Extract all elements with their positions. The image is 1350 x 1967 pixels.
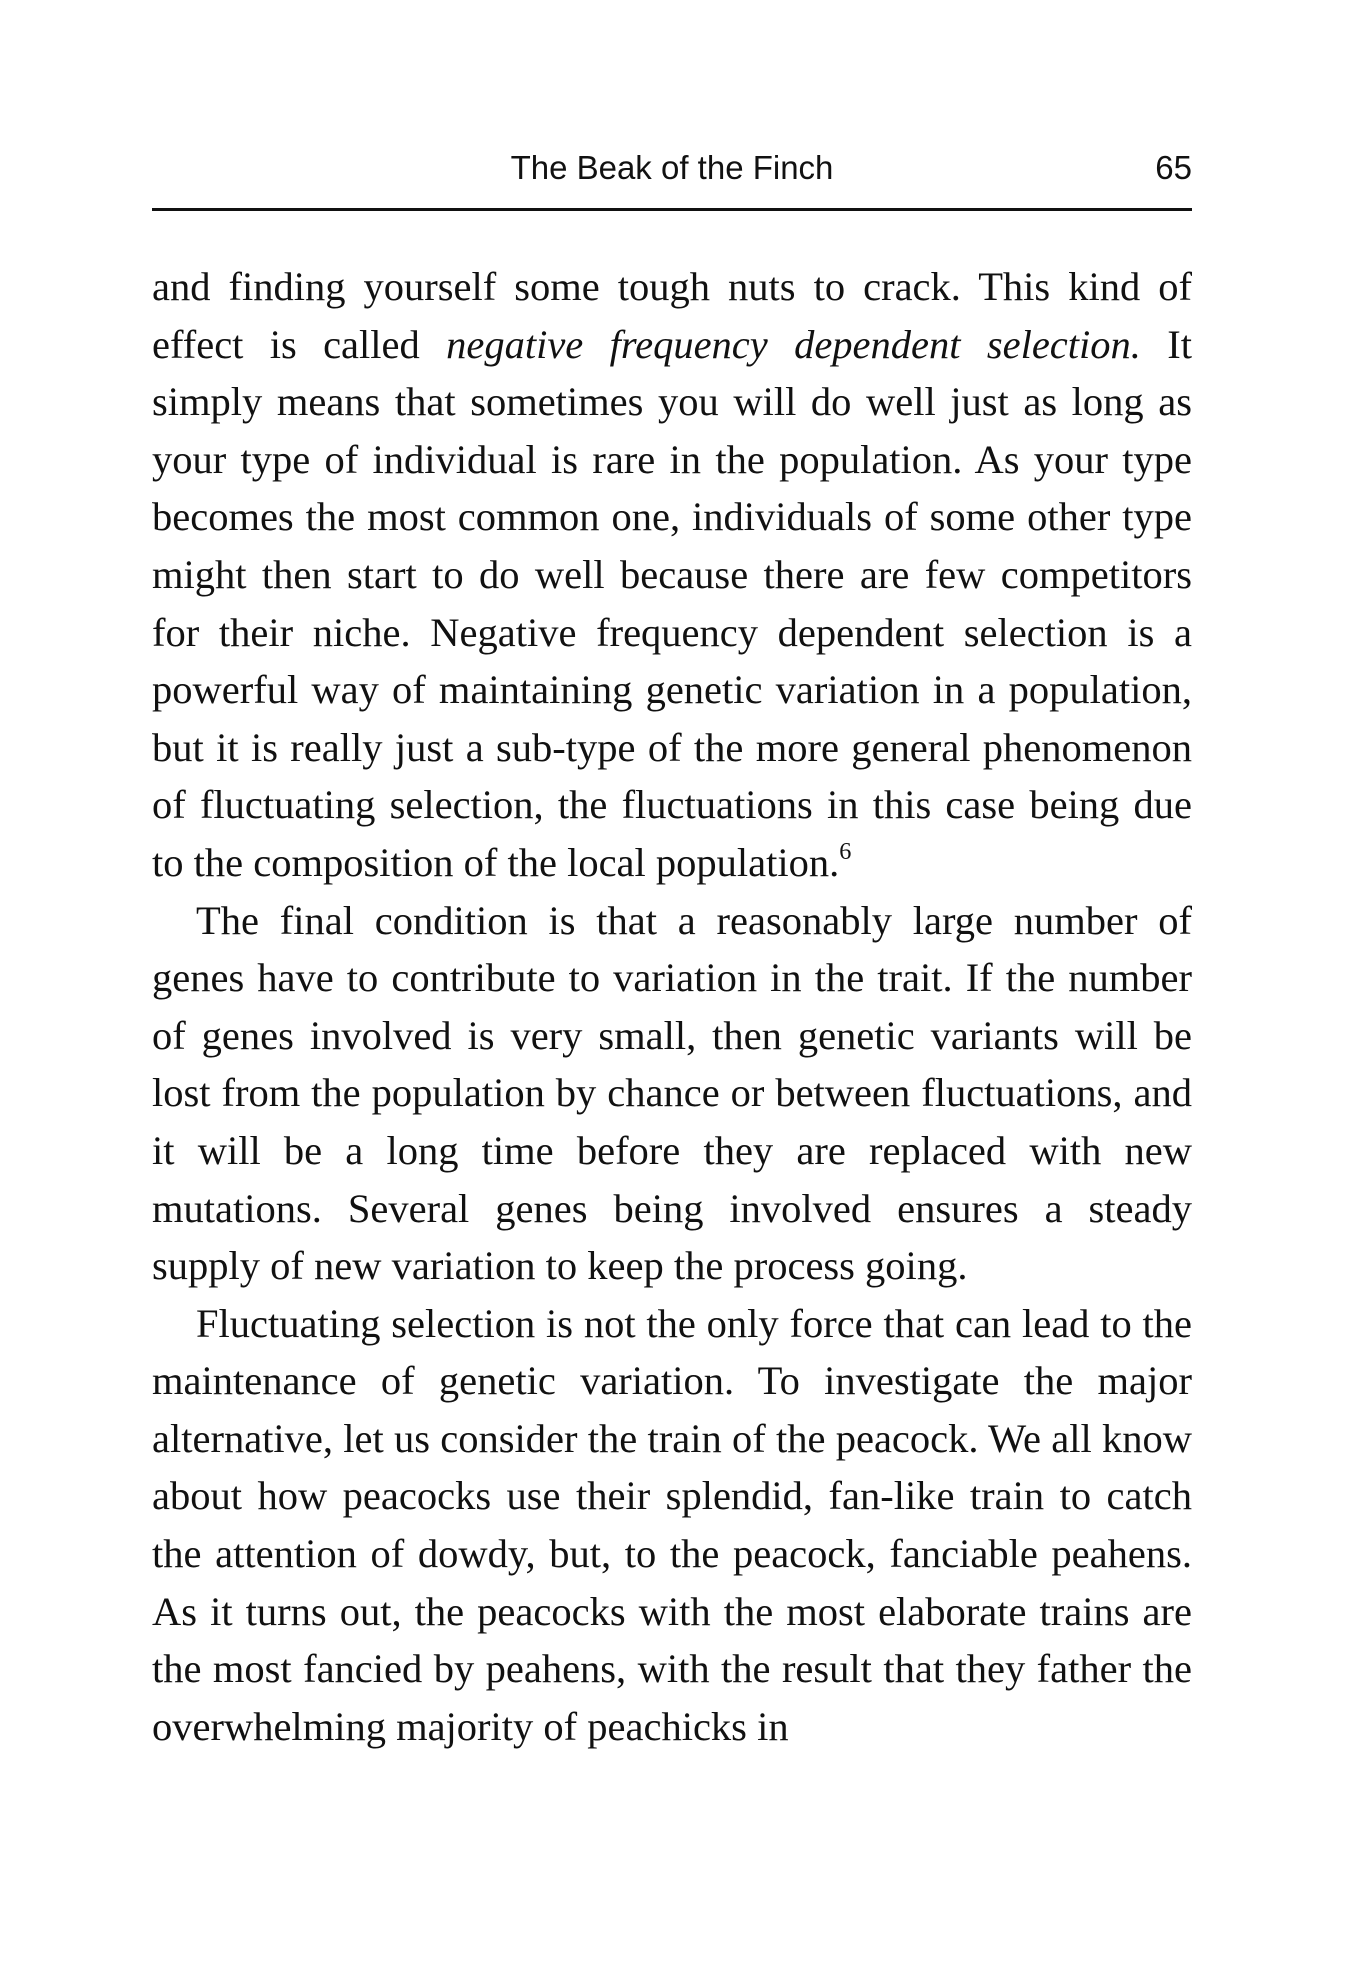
page-number: 65 xyxy=(1155,149,1192,186)
paragraph-1 xyxy=(152,258,1192,892)
footnote-marker: 6 xyxy=(839,837,852,865)
header-rule xyxy=(152,208,1192,211)
italic-term: negative frequency dependent selection. xyxy=(446,321,1141,367)
running-head xyxy=(152,140,1192,196)
paragraph-1-text-end: It simply means that sometimes you will do well just as long as your type of individual is rare in the population. As your type becomes the most common one, individuals of some other type might then start to do well because there are few competitors for their niche. Negative frequency dependent selection is a powerful way of maintaining genetic variation in a population, but it is really just a sub-type of the more general phenomenon of fluctuating selection, the fluctuations in this case being due to the composition of the local population. xyxy=(152,321,1192,885)
running-title: The Beak of the Finch xyxy=(510,149,834,186)
paragraph-1-text-start: and finding yourself some tough nuts to crack. This kind of effect is called xyxy=(152,264,1192,367)
paragraph-2: The final condition is that a reasonably large number of genes have to contribute to variation in the trait. If the number of genes involved is very small, then genetic variants will be lost from the population by chance or between fluctuations, and it will be a long time before they are replaced with new mutations. Several genes being involved ensures a steady supply of new variation to keep the process going. xyxy=(152,897,1192,1289)
paragraph-3: Fluctuating selection is not the only force that can lead to the maintenance of genetic variation. To investigate the major alternative, let us consider the train of the peacock. We all know about how peacocks use their splendid, fan-like train to catch the attention of dowdy, but, to the peacock, fanciable peahens. As it turns out, the peacocks with the most elaborate trains are the most fancied by peahens, with the result that they father the overwhelming majority of peachicks in xyxy=(152,1300,1192,1749)
body-text xyxy=(152,258,1192,1755)
